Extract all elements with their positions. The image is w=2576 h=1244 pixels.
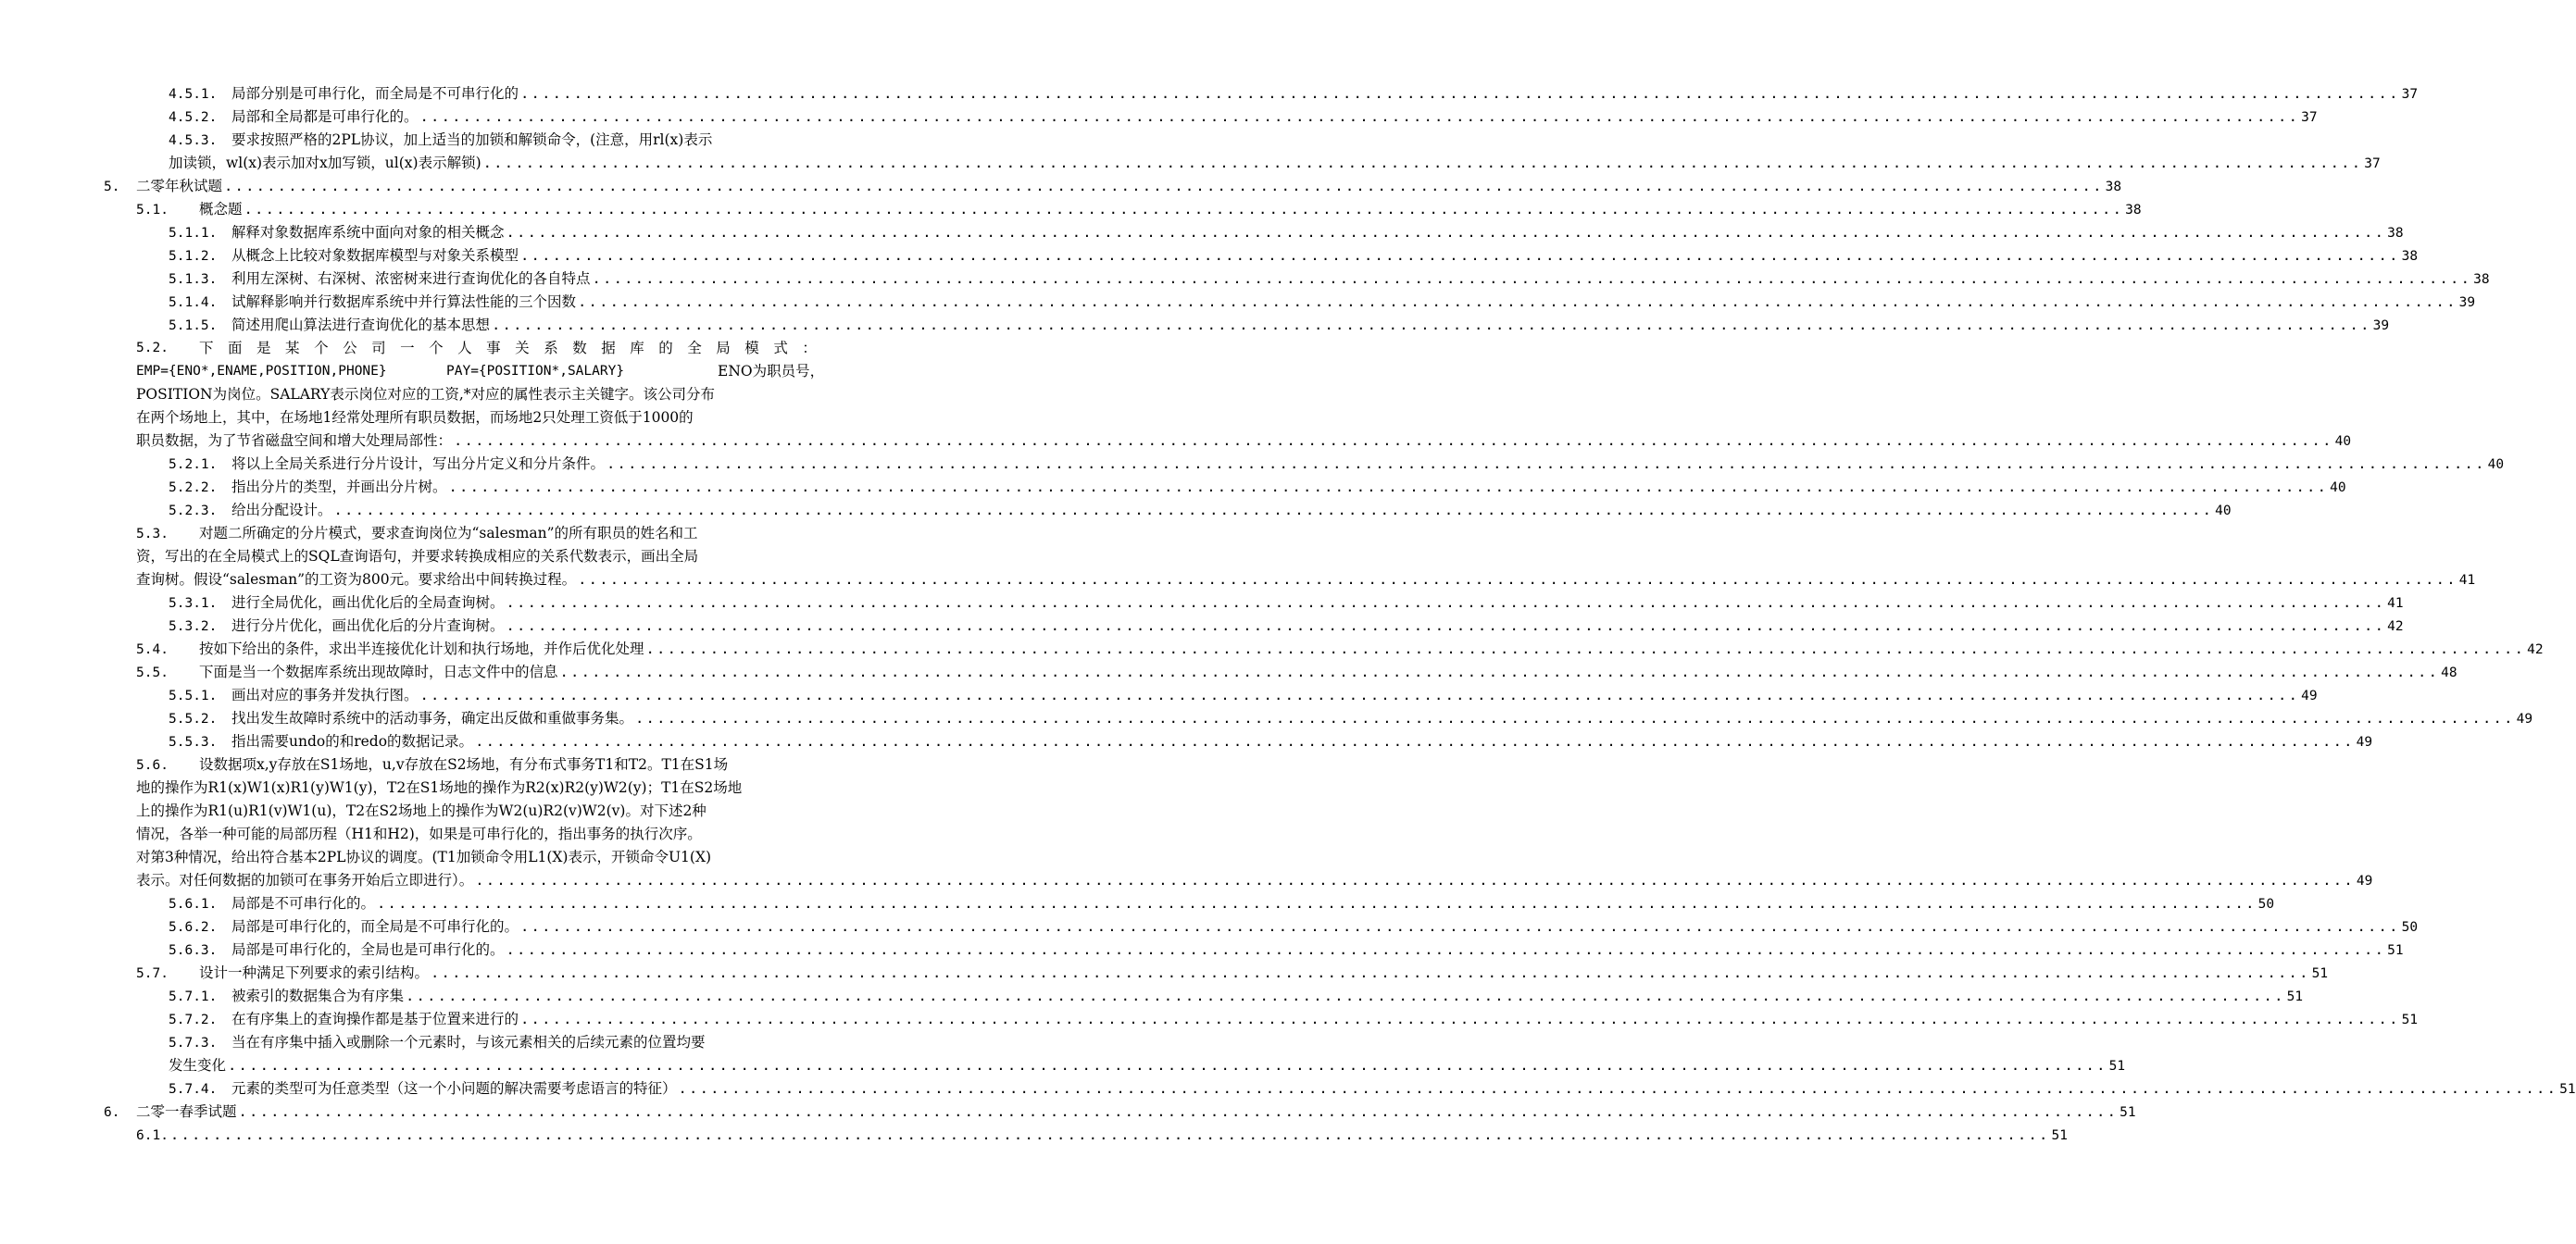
toc-leader xyxy=(578,291,2457,313)
toc-entry[interactable] xyxy=(169,314,2390,336)
toc-entry[interactable] xyxy=(169,1031,817,1053)
title-char: 库 xyxy=(630,340,644,356)
toc-number: 5.7.1. xyxy=(169,989,218,1004)
toc-title: 查询树。假设“salesman”的工资为800元。要求给出中间转换过程。 xyxy=(136,571,577,588)
toc-title: 元素的类型可为任意类型（这一个小问题的解决需要考虑语言的特征） xyxy=(231,1080,677,1097)
toc-number: 5.5.2. xyxy=(169,712,218,727)
toc-entry[interactable] xyxy=(169,244,2419,267)
toc-page-number: 38 xyxy=(2473,272,2490,287)
toc-number: 5.6.1. xyxy=(169,897,218,912)
title-char: 的 xyxy=(658,340,673,356)
toc-leader xyxy=(578,568,2457,591)
toc-page-number: 51 xyxy=(2286,989,2304,1004)
toc-number: 5.1.3. xyxy=(169,272,218,287)
toc-title: 局部是可串行化的，全局也是可串行化的。 xyxy=(231,941,505,958)
toc-page-number: 37 xyxy=(2401,87,2419,102)
toc-page-number: 51 xyxy=(2387,943,2404,958)
title-char: 事 xyxy=(486,340,501,356)
toc-entry-continuation[interactable] xyxy=(136,869,2373,891)
toc-entry[interactable] xyxy=(136,962,2329,984)
title-char: 系 xyxy=(544,340,558,356)
toc-entry-continuation[interactable] xyxy=(169,1054,2126,1076)
toc-title: 表示。对任何数据的加锁可在事务开始后立即进行）。 xyxy=(136,872,474,889)
toc-number: 5.7.2. xyxy=(169,1013,218,1027)
toc-entry[interactable] xyxy=(136,522,817,544)
toc-title: 局部和全局都是可串行化的。 xyxy=(231,108,419,125)
toc-title: 对题二所确定的分片模式，要求查询岗位为“salesman”的所有职员的姓名和工 xyxy=(199,525,698,541)
toc-title: 给出分配设计。 xyxy=(231,502,332,518)
title-char: 全 xyxy=(687,340,702,356)
toc-body-line: 在两个场地上，其中，在场地1经常处理所有职员数据，而场地2只处理工资低于1000的 xyxy=(136,409,694,426)
toc-entry[interactable] xyxy=(169,707,2533,729)
toc-number: 5.5. xyxy=(136,666,169,680)
toc-title: 发生变化 xyxy=(169,1057,227,1074)
toc-body-line: 资，写出的在全局模式上的SQL查询语句，并要求转换成相应的关系代数表示，画出全局 xyxy=(136,548,699,565)
toc-body-line: 对第3种情况，给出符合基本2PL协议的调度。(T1加锁命令用L1(X)表示，开锁命令U1(X) xyxy=(136,849,712,865)
toc-leader xyxy=(228,1054,2107,1076)
toc-leader xyxy=(475,869,2355,891)
toc-entry[interactable] xyxy=(169,291,2476,313)
title-char: 面 xyxy=(228,340,243,356)
toc-number: 5.3. xyxy=(136,527,169,541)
toc-entry[interactable] xyxy=(136,753,817,776)
toc-number: 5.1. xyxy=(136,203,169,218)
toc-entry[interactable] xyxy=(136,337,817,359)
toc-entry[interactable] xyxy=(169,453,2505,475)
toc-entry[interactable] xyxy=(169,221,2404,243)
toc-body-line: 情况，各举一种可能的局部历程（H1和H2)，如果是可串行化的，指出事务的执行次序。 xyxy=(136,826,702,842)
toc-number: 5.7.3. xyxy=(169,1036,218,1051)
toc-entry[interactable] xyxy=(169,684,2318,706)
toc-entry[interactable] xyxy=(169,499,2232,521)
toc-leader xyxy=(239,1101,2119,1123)
toc-title: 利用左深树、右深树、浓密树来进行查询优化的各自特点 xyxy=(231,270,591,287)
toc-page-number: 49 xyxy=(2356,874,2373,889)
toc-leader xyxy=(520,915,2400,938)
toc-title: 当在有序集中插入或删除一个元素时，与该元素相关的后续元素的位置均要 xyxy=(231,1034,706,1051)
toc-number: 4.5.3. xyxy=(169,133,218,148)
title-char: 人 xyxy=(457,340,472,356)
toc-entry[interactable] xyxy=(136,661,2457,683)
toc-entry[interactable] xyxy=(169,985,2304,1007)
toc-title: 二零年秋试题 xyxy=(136,178,223,194)
title-char: 是 xyxy=(256,340,271,356)
toc-number: 5.6.2. xyxy=(169,920,218,935)
title-char: 关 xyxy=(515,340,530,356)
toc-entry[interactable] xyxy=(169,892,2275,914)
toc-entry-continuation[interactable] xyxy=(169,152,2381,174)
toc-page-number: 41 xyxy=(2387,596,2404,611)
toc-page-number: 49 xyxy=(2356,735,2373,750)
toc-title: 进行全局优化，画出优化后的全局查询树。 xyxy=(231,594,505,611)
toc-body-line: POSITION为岗位。SALARY表示岗位对应的工资,*对应的属性表示主关键字。该公司分布 xyxy=(136,386,716,403)
title-char: 某 xyxy=(285,340,300,356)
toc-page-number: 37 xyxy=(2301,110,2318,125)
toc-leader xyxy=(506,221,2386,243)
title-char: 个 xyxy=(429,340,444,356)
toc-number: 4.5.1. xyxy=(169,87,218,102)
toc-entry[interactable] xyxy=(136,1124,2068,1146)
toc-title: 二零一春季试题 xyxy=(136,1103,237,1120)
toc-title: 加读锁，wl(x)表示加对x加写锁，ul(x)表示解锁) xyxy=(169,155,481,171)
toc-title: 要求按照严格的2PL协议，加上适当的加锁和解锁命令，(注意，用rl(x)表示 xyxy=(231,131,713,148)
toc-number: 5.4. xyxy=(136,642,169,657)
toc-title: 按如下给出的条件，求出半连接优化计划和执行场地，并作后优化处理 xyxy=(199,641,644,657)
toc-title: 设计一种满足下列要求的索引结构。 xyxy=(199,964,430,981)
toc-number: 5.2. xyxy=(136,341,169,355)
toc-page-number: 50 xyxy=(2257,897,2275,912)
toc-title: 局部是不可串行化的。 xyxy=(231,895,376,912)
title-char: 式 xyxy=(773,340,788,356)
toc-title: 指出分片的类型，并画出分片树。 xyxy=(231,479,447,495)
toc-number: 5.5.1. xyxy=(169,689,218,703)
toc-page-number: 40 xyxy=(2487,457,2505,472)
toc-title xyxy=(199,337,817,359)
toc-leader xyxy=(520,244,2400,267)
toc-page-number: 51 xyxy=(2311,966,2329,981)
toc-body-line: 上的操作为R1(u)R1(v)W1(u)，T2在S2场地上的操作为W2(u)R2(v)W2(v)。对下述2种 xyxy=(136,802,707,819)
toc-number: 5.2.3. xyxy=(169,504,218,518)
toc-leader xyxy=(170,1124,2050,1146)
toc-leader xyxy=(635,707,2515,729)
toc-number: 5.5.3. xyxy=(169,735,218,750)
toc-leader xyxy=(377,892,2257,914)
title-char: 个 xyxy=(314,340,329,356)
toc-title: 指出需要undo的和redo的数据记录。 xyxy=(231,733,474,750)
toc-entry-continuation[interactable] xyxy=(136,568,2476,591)
toc-body-line xyxy=(136,360,825,382)
toc-title: 设数据项x,y存放在S1场地，u,v存放在S2场地，有分布式事务T1和T2。T1在S1场 xyxy=(199,756,729,773)
toc-title: 画出对应的事务并发执行图。 xyxy=(231,687,419,703)
toc-entry[interactable] xyxy=(169,1008,2419,1030)
toc-leader xyxy=(420,684,2300,706)
title-char: ： xyxy=(802,340,817,356)
toc-number: 4.5.2. xyxy=(169,110,218,125)
toc-number: 5.2.1. xyxy=(169,457,218,472)
toc-title: 找出发生故障时系统中的活动事务，确定出反做和重做事务集。 xyxy=(231,710,634,727)
schema-emp: EMP={ENO*,ENAME,POSITION,PHONE} xyxy=(136,364,387,379)
toc-page-number: 38 xyxy=(2125,203,2142,218)
title-char: 模 xyxy=(744,340,759,356)
schema-pay: PAY={POSITION*,SALARY} xyxy=(446,364,625,379)
toc-page-number: 48 xyxy=(2441,666,2457,680)
toc-entry[interactable] xyxy=(169,129,817,151)
toc-entry[interactable] xyxy=(104,1101,2136,1123)
toc-entry[interactable] xyxy=(169,915,2419,938)
toc-number: 5.7.4. xyxy=(169,1082,218,1097)
toc-title: 进行分片优化，画出优化后的分片查询树。 xyxy=(231,617,505,634)
title-char: 数 xyxy=(572,340,587,356)
toc-entry[interactable] xyxy=(169,106,2318,128)
toc-number: 5.2.2. xyxy=(169,480,218,495)
title-char: 一 xyxy=(400,340,415,356)
toc-leader xyxy=(520,82,2400,105)
toc-leader xyxy=(506,591,2386,614)
toc-title: 下面是当一个数据库系统出现故障时，日志文件中的信息 xyxy=(199,664,558,680)
toc-page-number: 39 xyxy=(2458,295,2476,310)
toc-number: 6.1. xyxy=(136,1128,169,1143)
title-char: 司 xyxy=(371,340,386,356)
toc-entry-continuation[interactable] xyxy=(136,429,2352,452)
toc-leader xyxy=(606,453,2486,475)
toc-page-number: 41 xyxy=(2458,573,2476,588)
toc-number: 5.3.1. xyxy=(169,596,218,611)
schema-note: ENO为职员号， xyxy=(718,363,825,379)
toc-page-number: 40 xyxy=(2330,480,2346,495)
toc-page-number: 38 xyxy=(2105,180,2122,194)
toc-leader xyxy=(520,1008,2400,1030)
toc-page-number: 39 xyxy=(2372,318,2390,333)
toc-number: 5.1.1. xyxy=(169,226,218,241)
toc-title: 在有序集上的查询操作都是基于位置来进行的 xyxy=(231,1011,519,1027)
toc-entry[interactable] xyxy=(169,939,2404,961)
toc-title: 被索引的数据集合为有序集 xyxy=(231,988,405,1004)
toc-page-number: 40 xyxy=(2215,504,2232,518)
toc-entry[interactable] xyxy=(104,175,2122,197)
toc-title: 局部分别是可串行化，而全局是不可串行化的 xyxy=(231,85,519,102)
toc-entry[interactable] xyxy=(169,730,2373,753)
toc-leader xyxy=(506,939,2386,961)
toc-leader xyxy=(431,962,2310,984)
toc-page-number: 49 xyxy=(2301,689,2318,703)
toc-number: 5.1.5. xyxy=(169,318,218,333)
toc-title: 解释对象数据库系统中面向对象的相关概念 xyxy=(231,224,505,241)
toc-title: 试解释影响并行数据库系统中并行算法性能的三个因数 xyxy=(231,293,577,310)
toc-leader xyxy=(483,152,2363,174)
toc-number: 5. xyxy=(104,180,120,194)
toc-leader xyxy=(679,1077,2558,1100)
toc-entry[interactable] xyxy=(169,615,2404,637)
toc-leader xyxy=(475,730,2355,753)
toc-page-number: 40 xyxy=(2334,434,2352,449)
toc-number: 6. xyxy=(104,1105,120,1120)
toc-leader xyxy=(244,198,2124,220)
toc-number: 5.1.2. xyxy=(169,249,218,264)
toc-entry[interactable] xyxy=(136,638,2544,660)
toc-number: 5.6.3. xyxy=(169,943,218,958)
toc-entry[interactable] xyxy=(169,591,2404,614)
toc-page-number: 51 xyxy=(2108,1059,2126,1074)
toc-page-number: 50 xyxy=(2401,920,2419,935)
toc-leader xyxy=(593,267,2472,290)
title-char: 公 xyxy=(343,340,357,356)
toc-page-number: 38 xyxy=(2387,226,2404,241)
toc-title: 局部是可串行化的，而全局是不可串行化的。 xyxy=(231,918,519,935)
toc-leader xyxy=(560,661,2440,683)
toc-page-number: 51 xyxy=(2559,1082,2576,1097)
toc-page-number: 38 xyxy=(2401,249,2419,264)
toc-entry[interactable] xyxy=(169,1077,2576,1100)
toc-entry[interactable] xyxy=(169,267,2490,290)
toc-title: 从概念上比较对象数据库模型与对象关系模型 xyxy=(231,247,519,264)
toc-number: 5.7. xyxy=(136,966,169,981)
toc-leader xyxy=(454,429,2333,452)
toc-title: 职员数据，为了节省磁盘空间和增大处理局部性： xyxy=(136,432,453,449)
toc-number: 5.6. xyxy=(136,758,169,773)
toc-title: 将以上全局关系进行分片设计，写出分片定义和分片条件。 xyxy=(231,455,606,472)
title-char: 下 xyxy=(199,340,214,356)
toc-leader xyxy=(506,615,2386,637)
toc-page-number: 42 xyxy=(2387,619,2404,634)
toc-leader xyxy=(492,314,2371,336)
toc-number: 5.3.2. xyxy=(169,619,218,634)
toc-page-number: 51 xyxy=(2401,1013,2419,1027)
toc-leader xyxy=(449,476,2329,498)
toc-page-number: 49 xyxy=(2516,712,2533,727)
toc-leader xyxy=(334,499,2214,521)
toc-number: 5.1.4. xyxy=(169,295,218,310)
toc-page-number: 42 xyxy=(2527,642,2544,657)
toc-entry[interactable] xyxy=(169,82,2419,105)
toc-entry[interactable] xyxy=(169,476,2346,498)
toc-page-number: 51 xyxy=(2051,1128,2068,1143)
toc-leader xyxy=(646,638,2526,660)
title-char: 据 xyxy=(601,340,616,356)
toc-entry[interactable] xyxy=(136,198,2142,220)
toc-leader xyxy=(224,175,2104,197)
toc-leader xyxy=(420,106,2300,128)
toc-title: 概念题 xyxy=(199,201,243,218)
title-char: 局 xyxy=(716,340,731,356)
toc-leader xyxy=(406,985,2285,1007)
toc-body-line: 地的操作为R1(x)W1(x)R1(y)W1(y)，T2在S1场地的操作为R2(x)R2(y)W2(y)；T1在S2场地 xyxy=(136,779,743,796)
toc-page-number: 37 xyxy=(2364,156,2381,171)
toc-title: 简述用爬山算法进行查询优化的基本思想 xyxy=(231,317,491,333)
toc-page-number: 51 xyxy=(2120,1105,2136,1120)
